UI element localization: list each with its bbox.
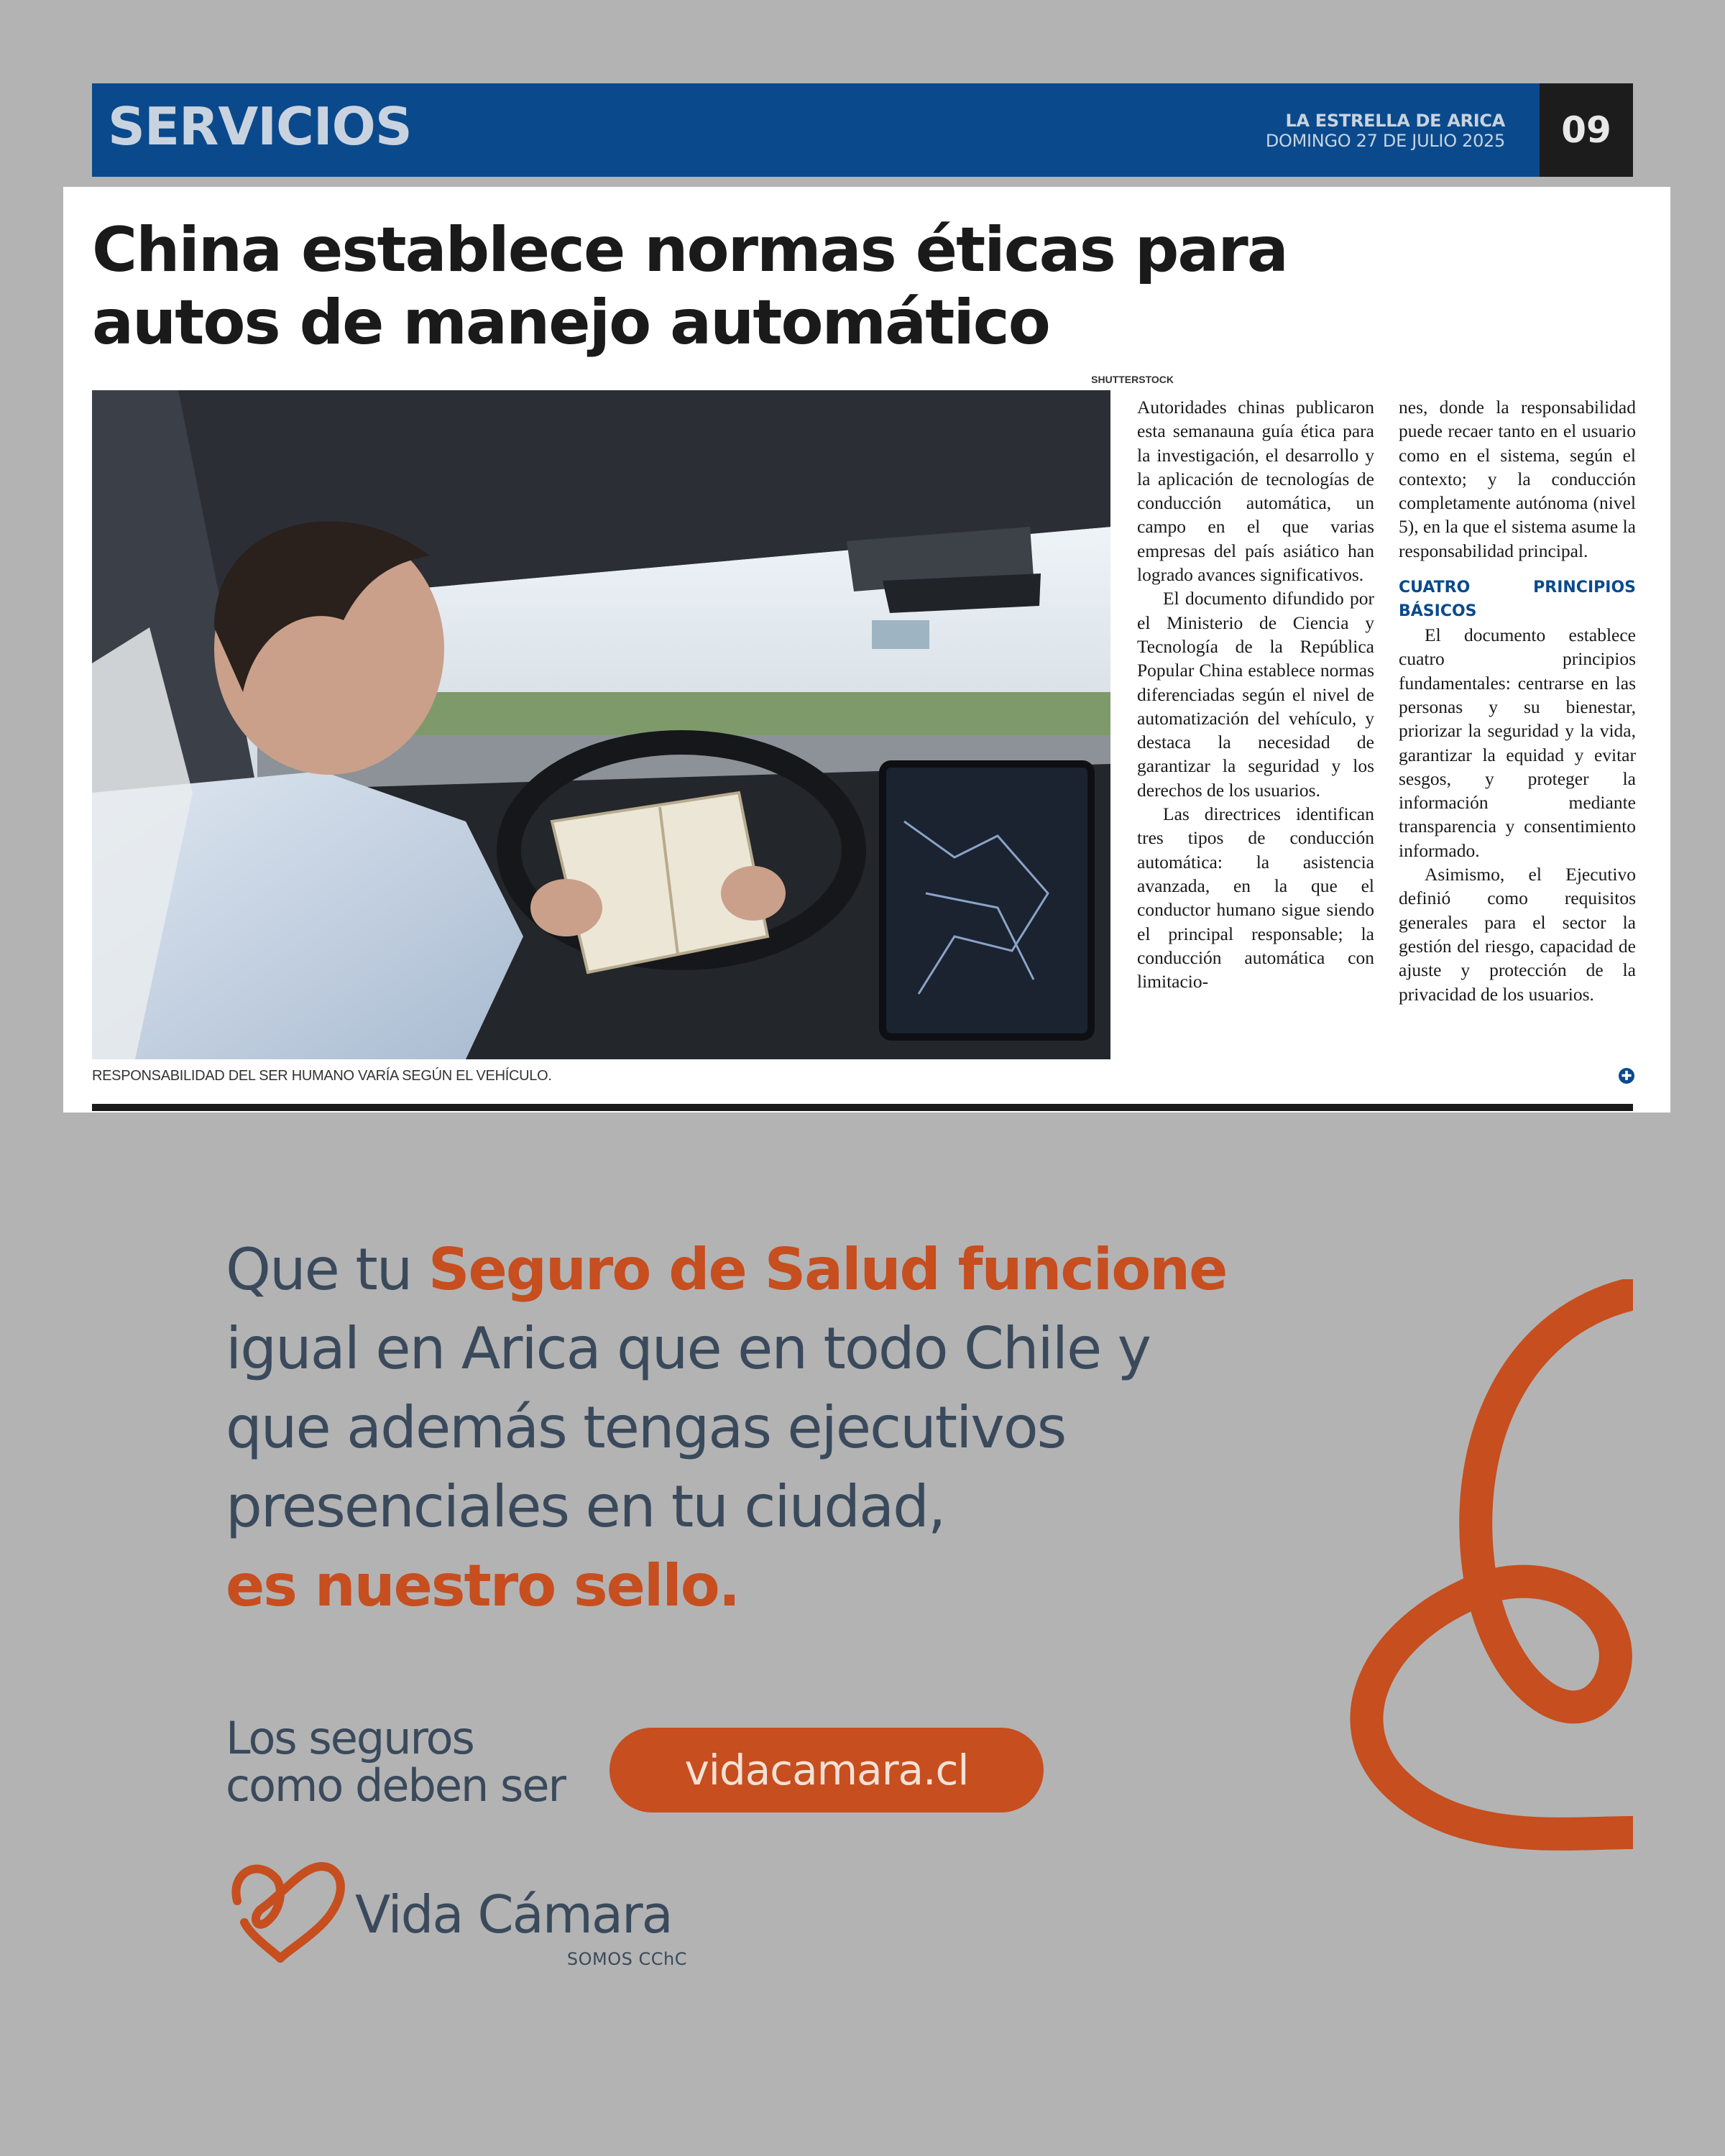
masthead [1266,111,1505,151]
article-photo [92,390,1110,1059]
website-link-button[interactable]: vidacamara.cl [610,1728,1044,1812]
ad-line-2: igual en Arica que en todo Chile y [226,1315,1150,1382]
paragraph: El documento establece cuatro principios fundamentales: centrarse en las personas y su bienestar, priorizar la seguridad y la vida, garantizar la equidad y evitar sesgos, y proteger la información mediante transparencia y consentimiento informado. [1399,625,1636,861]
ad-message [226,1230,1304,1626]
page-header [92,83,1633,177]
car-interior-illustration [92,390,1110,1059]
ad-line-3: que además tengas ejecutivos [226,1394,1066,1461]
end-of-article-icon: ✚ [1619,1068,1634,1084]
ad-line-5: es nuestro sello. [226,1552,740,1619]
photo-caption: RESPONSABILIDAD DEL SER HUMANO VARÍA SEGÚN EL VEHÍCULO. [92,1068,552,1084]
paragraph: Autoridades chinas publicaron esta semanauna guía ética para la investigación, el desarrollo y la aplicación de tecnologías de conducción automática, un campo en el que varias empresas del país asiático han logrado avances significativos. [1137,397,1374,586]
article-headline: China establece normas éticas para autos de manejo automático [92,214,1287,359]
swirl-graphic [1294,1279,1633,1869]
photo-credit: SHUTTERSTOCK [1091,374,1174,385]
section-divider [92,1104,1633,1111]
issue-date: DOMINGO 27 DE JULIO 2025 [1265,131,1505,151]
article-column-2 [1399,395,1636,1006]
paragraph: nes, donde la responsabilidad puede recaer tanto en el usuario como en el sistema, según el contexto; y la conducción completamente autónoma (nivel 5), en la que el sistema asume la responsabilidad principal. [1399,397,1636,561]
article-subhead: CUATRO PRINCIPIOS BÁSICOS [1399,579,1636,621]
paragraph: El documento difundido por el Ministerio de Ciencia y Tecnología de la República Popular China establece normas diferenciadas según el nivel de automatización del vehículo, y destaca la necesidad de garantizar la seguridad y los derechos de los usuarios. [1137,588,1374,801]
brand-name: Vida Cámara [355,1884,672,1945]
article [63,187,1670,1112]
heart-logo-icon [223,1851,349,1969]
ad-line-4: presenciales en tu ciudad, [226,1473,945,1540]
brand-subtitle: SOMOS CChC [566,1949,687,1969]
section-title: SERVICIOS [108,96,412,157]
ad-line-1: Que tu Seguro de Salud funcione [226,1236,1227,1303]
paragraph: Las directrices identifican tres tipos de conducción automática: la asistencia avanzada, en la que el conductor humano sigue siendo el principal responsable; la conducción automática con limitacio- [1137,803,1374,992]
newspaper-name: LA ESTRELLA DE ARICA [1285,111,1505,131]
paragraph: Asimismo, el Ejecutivo definió como requisitos generales para el sector la gestión del riesgo, capacidad de ajuste y protección de la privacidad de los usuarios. [1399,864,1636,1005]
ad-tagline: Los seguros como deben ser [226,1712,565,1812]
article-column-1 [1137,395,1374,993]
page-number: 09 [1540,83,1633,177]
